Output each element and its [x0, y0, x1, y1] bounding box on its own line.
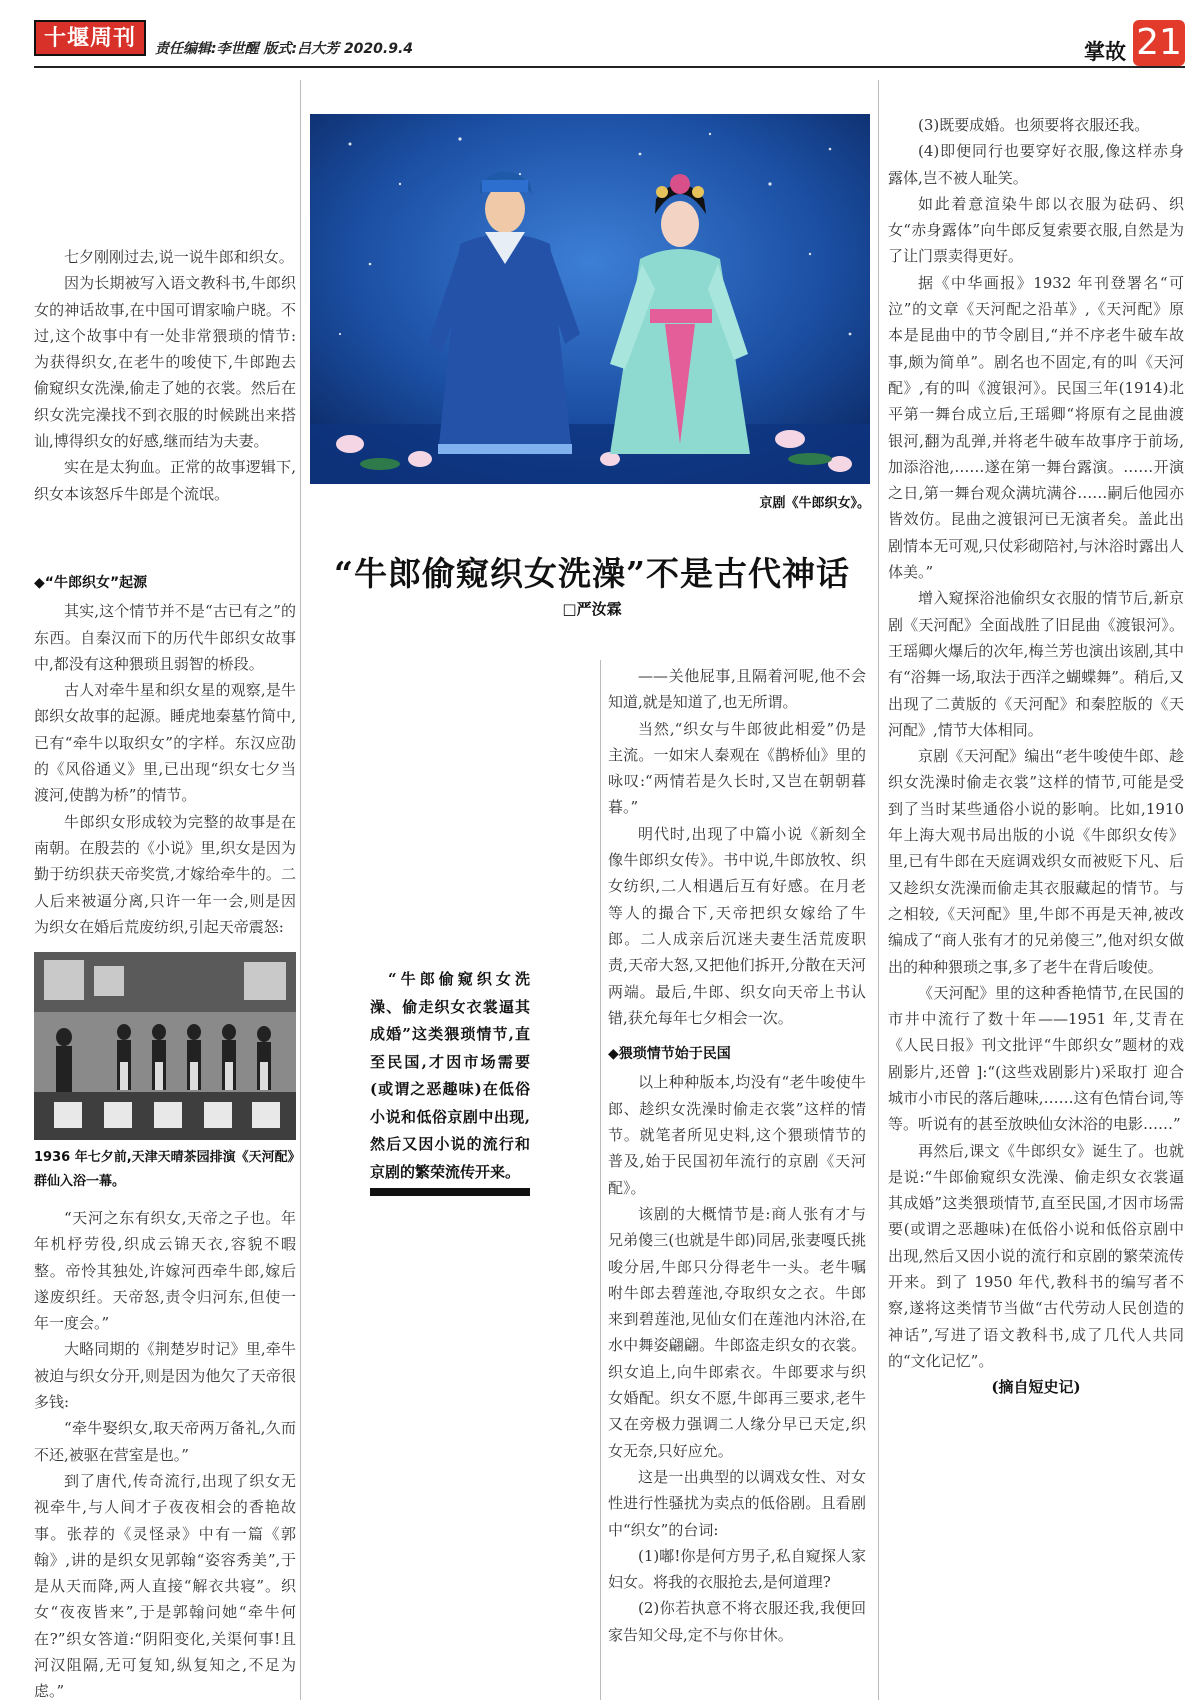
pull-quote: “牛郎偷窥织女洗澡、偷走织女衣裳逼其成婚”这类猥琐情节,直至民国,才因市场需要(或谓之恶趣味)在低俗小说和低俗京剧中出现,然后又因小说的流行和京剧的繁荣流传开来。 — [370, 970, 530, 1181]
subheading-origin: ◆“牛郎织女”起源 — [34, 575, 148, 591]
column-4 — [888, 112, 1184, 1401]
paragraph: 因为长期被写入语文教科书,牛郎织女的神话故事,在中国可谓家喻户晓。不过,这个故事中有一处非常猥琐的情节:为获得织女,在老牛的唆使下,牛郎跑去偷窥织女洗澡,偷走了她的衣裳。然后在织女洗完澡找不到衣服的时候跳出来搭讪,博得织女的好感,继而结为夫妻。 — [34, 274, 296, 451]
article-title: “牛郎偷窥织女洗澡”不是古代神话 — [334, 554, 850, 593]
paragraph: 牛郎织女形成较为完整的故事是在南朝。在殷芸的《小说》里,织女是因为勤于纺织获天帝奖赏,才嫁给牵牛的。二人后来被逼分离,只许一年一会,则是因为织女在婚后荒废纺织,引起天帝震怒: — [34, 812, 296, 936]
paragraph: (1)嘟!你是何方男子,私自窥探人家妇女。将我的衣服抢去,是何道理? — [608, 1546, 866, 1592]
paragraph: (3)既要成婚。也须要将衣服还我。 — [918, 116, 1150, 134]
paragraph: “牵牛娶织女,取天帝两万备礼,久而不还,被驱在营室是也。” — [34, 1419, 296, 1464]
header-rule — [34, 66, 1185, 68]
paragraph: 明代时,出现了中篇小说《新刻全像牛郎织女传》。书中说,牛郎放牧、织女纺织,二人相遇后互有好感。在月老等人的撮合下,天帝把织女嫁给了牛郎。二人成亲后沉迷夫妻生活荒废职责,天帝大怒,又把他们拆开,分散在天河两端。最后,牛郎、织女向天帝上书认错,获允每年七夕相会一次。 — [608, 824, 866, 1027]
paragraph: “天河之东有织女,天帝之子也。年年机杼劳役,织成云锦天衣,容貌不暇整。帝怜其独处,许嫁河西牵牛郎,嫁后遂废织纴。天帝怒,责令归河东,但使一年一度会。” — [34, 1209, 296, 1333]
paragraph: 增入窥探浴池偷织女衣服的情节后,新京剧《天河配》全面战胜了旧昆曲《渡银河》。王瑶卿火爆后的次年,梅兰芳也演出该剧,其中有“浴舞一场,取法于西洋之蝴蝶舞”。稍后,又出现了二黄版的《天河配》和秦腔版的《天河配》,情节大体相同。 — [888, 589, 1184, 739]
paragraph: 以上种种版本,均没有“老牛唆使牛郎、趁织女洗澡时偷走衣裳”这样的情节。就笔者所见史料,这个猥琐情节的普及,始于民国初年流行的京剧《天河配》。 — [608, 1073, 866, 1197]
column-1-lower — [34, 1205, 296, 1705]
column-divider — [878, 80, 879, 1700]
paragraph: 实在是太狗血。正常的故事逻辑下,织女本该怒斥牛郎是个流氓。 — [34, 458, 296, 503]
column-divider — [300, 80, 301, 1700]
paragraph: 古人对牵牛星和织女星的观察,是牛郎织女故事的起源。睡虎地秦墓竹简中,已有“牵牛以取织女”的字样。东汉应劭的《风俗通义》里,已出现“织女七夕当渡河,使鹊为桥”的情节。 — [34, 681, 296, 805]
paragraph: (4)即便同行也要穿好衣服,像这样赤身露体,岂不被人耻笑。 — [888, 142, 1184, 187]
main-photo-caption: 京剧《牛郎织女》。 — [759, 496, 870, 511]
masthead-logo: 十堰周刊 — [34, 20, 146, 56]
pull-quote-bar — [370, 1188, 530, 1196]
historic-stage-photo — [34, 952, 296, 1140]
paragraph: 大略同期的《荆楚岁时记》里,牵牛被迫与织女分开,则是因为他欠了天帝很多钱: — [34, 1340, 296, 1412]
paragraph: 该剧的大概情节是:商人张有才与兄弟傻三(也就是牛郎)同居,张妻嘎氏挑唆分居,牛郎只分得老牛一头。老牛嘱咐牛郎去碧莲池,夺取织女之衣。牛郎来到碧莲池,见仙女们在莲池内沐浴,在水中舞姿翩翩。牛郎盗走织女的衣裳。织女追上,向牛郎索衣。牛郎要求与织女婚配。织女不愿,牛郎再三要求,老牛又在旁极力强调二人缘分早已天定,织女无奈,只好应允。 — [608, 1204, 866, 1460]
paragraph: 到了唐代,传奇流行,出现了织女无视牵牛,与人间才子夜夜相会的香艳故事。张荐的《灵怪录》中有一篇《郭翰》,讲的是织女见郭翰“姿容秀美”,于是从天而降,两人直接“解衣共寝”。织女“夜夜皆来”,于是郭翰问她“牵牛何在?”织女答道:“阴阳变化,关渠何事!且河汉阻隔,无可复知,纵复知之,不足为虑。” — [34, 1471, 296, 1701]
paragraph: 再然后,课文《牛郎织女》诞生了。也就是说:“牛郎偷窥织女洗澡、偷走织女衣裳逼其成婚”这类猥琐情节,直至民国,才因市场需要(或谓之恶趣味)在低俗小说和低俗京剧中出现,然后又因小说的流行和京剧的繁荣流传开来。到了 1950 年代,教科书的编写者不察,遂将这类情节当做“古代劳动人民创造的神话”,写进了语文教科书,成了几代人共同的“文化记忆”。 — [888, 1141, 1184, 1370]
paragraph: 这是一出典型的以调戏女性、对女性进行性骚扰为卖点的低俗剧。且看剧中“织女”的台词: — [608, 1467, 866, 1539]
paragraph: 如此着意渲染牛郎以衣服为砝码、织女“赤身露体”向牛郎反复索要衣服,自然是为了让门票卖得更好。 — [888, 194, 1184, 266]
paragraph: 当然,“织女与牛郎彼此相爱”仍是主流。一如宋人秦观在《鹊桥仙》里的咏叹:“两情若是久长时,又岂在朝朝暮暮。” — [608, 719, 866, 817]
page-number-badge: 21 — [1133, 20, 1185, 66]
paragraph: 据《中华画报》1932 年刊登署名“可泣”的文章《天河配之沿革》,《天河配》原本是昆曲中的节令剧目,“并不序老牛破车故事,颇为简单”。剧名也不固定,有的叫《天河配》,有的叫《渡银河》。民国三年(1914)北平第一舞台成立后,王瑶卿“将原有之昆曲渡银河,翻为乱弹,并将老牛破车故事序于前场,加添浴池,……遂在第一舞台露演。……开演之日,第一舞台观众满坑满谷……嗣后他园亦皆效仿。昆曲之渡银河已无演者矣。盖此出剧情本无可观,只仗彩砌陪衬,与沐浴时露出人体美。” — [888, 273, 1184, 582]
subheading-republic-era: ◆猥琐情节始于民国 — [608, 1046, 731, 1063]
column-1-origin — [34, 560, 296, 940]
opera-stage-photo — [310, 114, 870, 484]
source-note: (摘自短史记) — [991, 1378, 1081, 1397]
paragraph: 京剧《天河配》编出“老牛唆使牛郎、趁织女洗澡时偷走衣裳”这样的情节,可能是受到了当时某些通俗小说的影响。比如,1910 年上海大观书局出版的小说《牛郎织女传》里,已有牛郎在天庭调戏织女而被贬下凡、后又趁织女洗澡而偷走其衣服藏起的情节。与之相较,《天河配》里,牛郎不再是天神,被改编成了“商人张有才的兄弟傻三”,他对织女做出的种种猥琐之事,多了老牛在背后唆使。 — [888, 747, 1184, 976]
column-1-intro — [34, 244, 296, 507]
paragraph: ——关他屁事,且隔着河呢,他不会知道,就是知道了,也无所谓。 — [608, 667, 866, 712]
paragraph: 七夕刚刚过去,说一说牛郎和织女。 — [64, 248, 294, 266]
paragraph: 《天河配》里的这种香艳情节,在民国的市井中流行了数十年——1951 年,艾青在《人民日报》刊文批评“牛郎织女”题材的戏剧影片,还曾 ]:“(这些戏剧影片)采取打 迎合城市小市民的落后趣味,……这有色情台词,等等。听说有的甚至放映仙女沐浴的电影……” — [888, 983, 1184, 1134]
paragraph: 其实,这个情节并不是“古已有之”的东西。自秦汉而下的历代牛郎织女故事中,都没有这种猥琐且弱智的桥段。 — [34, 602, 296, 673]
editor-credit: 责任编辑:李世醒 版式:吕大芳 2020.9.4 — [155, 41, 414, 57]
column-3 — [608, 663, 866, 1648]
paragraph: (2)你若执意不将衣服还我,我便回家告知父母,定不与你甘休。 — [608, 1599, 866, 1644]
historic-photo-caption: 1936 年七夕前,天津天晴茶园排演《天河配》群仙入浴一幕。 — [34, 1150, 295, 1189]
section-name: 掌故 — [1084, 40, 1126, 64]
column-divider — [600, 660, 601, 1700]
article-author: □严汝霖 — [562, 600, 622, 618]
